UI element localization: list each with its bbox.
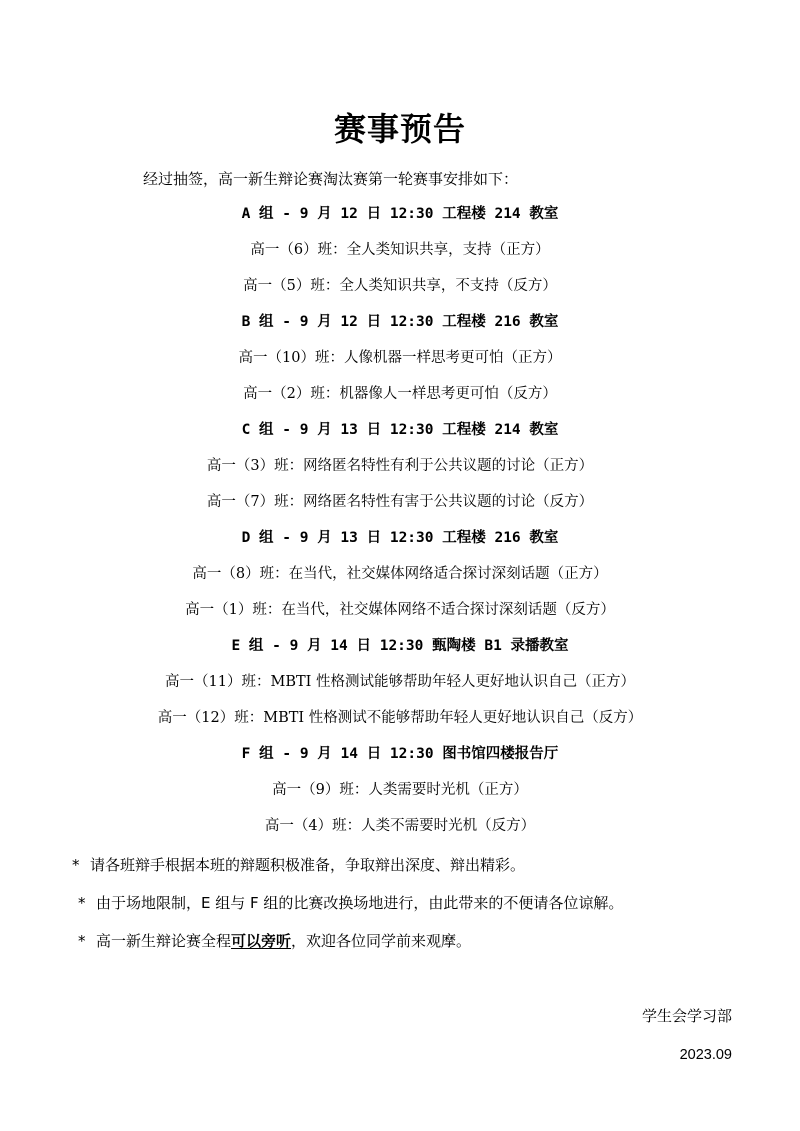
signature-date: 2023.09 [679,1047,732,1063]
bullet-star-icon: * [78,894,86,912]
group-e-header: E 组 - 9 月 14 日 12:30 甄陶楼 B1 录播教室 [231,638,569,654]
note-text-start: 高一新生辩论赛全程 [96,932,232,950]
group-c-team-pro: 高一（3）班：网络匿名特性有利于公共议题的讨论（正方） [206,458,594,474]
signature-department: 学生会学习部 [641,1007,732,1025]
group-d-team-pro: 高一（8）班：在当代，社交媒体网络适合探讨深刻话题（正方） [192,566,608,582]
note-item [78,930,471,952]
note-text: 由于场地限制，E 组与 F 组的比赛改换场地进行，由此带来的不便请各位谅解。 [96,894,624,912]
group-f-header: F 组 - 9 月 14 日 12:30 图书馆四楼报告厅 [241,746,559,762]
group-b-team-con: 高一（2）班：机器像人一样思考更可怕（反方） [243,386,557,402]
bullet-star-icon: * [72,856,80,874]
intro-text: 经过抽签，高一新生辩论赛淘汰赛第一轮赛事安排如下： [143,170,519,188]
page-title: 赛事预告 [333,110,466,148]
group-d-team-con: 高一（1）班：在当代，社交媒体网络不适合探讨深刻话题（反方） [185,602,615,618]
note-text: 请各班辩手根据本班的辩题积极准备，争取辩出深度、辩出精彩。 [90,856,526,874]
group-a-team-pro: 高一（6）班：全人类知识共享，支持（正方） [250,242,550,258]
group-e-team-pro: 高一（11）班：MBTI 性格测试能够帮助年轻人更好地认识自己（正方） [165,674,635,690]
group-a-header: A 组 - 9 月 12 日 12:30 工程楼 214 教室 [241,206,559,222]
schedule-list [0,201,800,849]
group-f-team-pro: 高一（9）班：人类需要时光机（正方） [272,782,528,798]
bullet-star-icon: * [78,932,86,950]
group-e-team-con: 高一（12）班：MBTI 性格测试不能够帮助年轻人更好地认识自己（反方） [157,710,643,726]
note-text-end: ，欢迎各位同学前来观摩。 [291,932,472,950]
group-f-team-con: 高一（4）班：人类不需要时光机（反方） [264,818,536,834]
group-d-header: D 组 - 9 月 13 日 12:30 工程楼 216 教室 [241,530,559,546]
note-emphasis: 可以旁听 [231,932,292,950]
group-a-team-con: 高一（5）班：全人类知识共享，不支持（反方） [243,278,557,294]
group-b-team-pro: 高一（10）班：人像机器一样思考更可怕（正方） [238,350,562,366]
group-c-header: C 组 - 9 月 13 日 12:30 工程楼 214 教室 [241,422,559,438]
note-item [78,892,623,914]
group-c-team-con: 高一（7）班：网络匿名特性有害于公共议题的讨论（反方） [206,494,594,510]
group-b-header: B 组 - 9 月 12 日 12:30 工程楼 216 教室 [241,314,559,330]
note-item [72,854,525,876]
